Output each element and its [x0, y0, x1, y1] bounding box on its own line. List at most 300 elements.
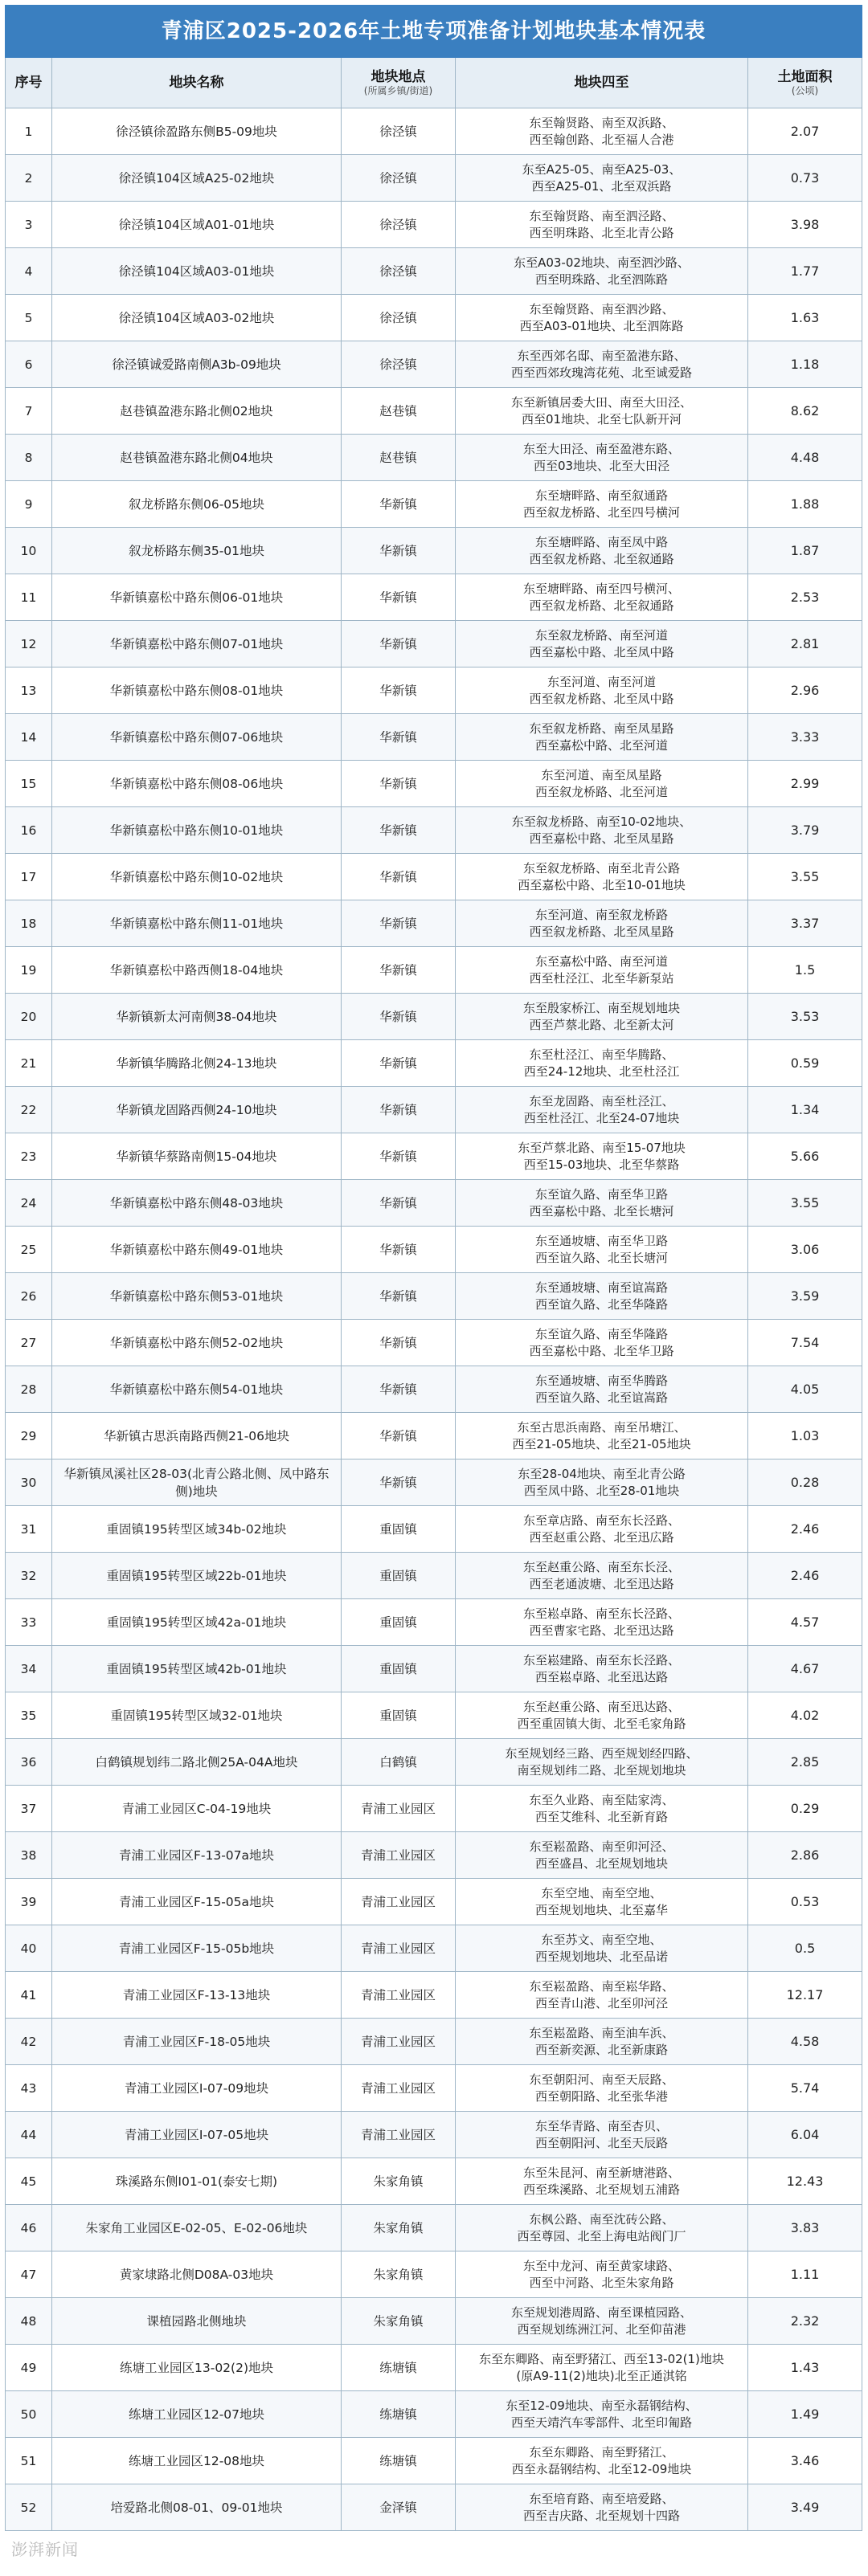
row-index: 47 [6, 2251, 52, 2298]
boundary-line-1: 东至规划经三路、西至规划经四路、 [505, 1745, 698, 1761]
plot-name: 徐泾镇104区域A03-01地块 [52, 248, 342, 295]
plot-boundary [456, 528, 748, 574]
boundary-line-2: 西至天靖汽车零部件、北至印匍路 [510, 2415, 692, 2430]
boundary-line-1: 东至河道、南至凤星路 [541, 767, 662, 782]
boundary-line-1: 东至苏文、南至空地、 [541, 1932, 662, 1947]
boundary-line-1: 东至章店路、南至东长泾路、 [522, 1513, 680, 1528]
plot-boundary [456, 1133, 748, 1180]
plot-boundary [456, 2019, 748, 2065]
plot-name: 华新镇嘉松中路东侧11-01地块 [52, 900, 342, 947]
col-header-area [748, 58, 862, 108]
boundary-line-2: (原A9-11(2)地块)北至正通淇铭 [516, 2368, 687, 2383]
boundary-line-1: 东至古思浜南路、南至吊塘江、 [517, 1419, 686, 1435]
boundary-line-2: 西至中河路、北至朱家角路 [529, 2275, 674, 2290]
plot-boundary [456, 2484, 748, 2531]
plot-boundary [456, 1459, 748, 1506]
plot-name: 白鹤镇规划纬二路北侧25A-04A地块 [52, 1739, 342, 1786]
boundary-line-1: 东至殷家桥江、南至规划地块 [522, 1000, 680, 1015]
row-index: 15 [6, 761, 52, 807]
table-row [6, 2298, 862, 2345]
plot-boundary [456, 900, 748, 947]
plot-area: 0.59 [748, 1040, 862, 1087]
plot-location: 徐泾镇 [342, 202, 456, 248]
boundary-line-1: 东至东卿路、南至野猪江、 [529, 2444, 674, 2460]
boundary-line-2: 西至叙龙桥路、北至河道 [534, 784, 668, 799]
plot-name: 重固镇195转型区域32-01地块 [52, 1692, 342, 1739]
plot-area: 4.58 [748, 2019, 862, 2065]
plot-name: 珠溪路东侧I01-01(泰安七期) [52, 2158, 342, 2205]
plot-location: 青浦工业园区 [342, 1832, 456, 1879]
plot-location: 青浦工业园区 [342, 1972, 456, 2019]
plot-location: 白鹤镇 [342, 1739, 456, 1786]
table-row [6, 388, 862, 435]
boundary-line-2: 西至叙龙桥路、北至叙通路 [529, 598, 674, 613]
table-row [6, 1506, 862, 1553]
plot-name: 叙龙桥路东侧06-05地块 [52, 481, 342, 528]
watermark-text: 澎湃新闻 [11, 2540, 79, 2559]
boundary-line-2: 西至盛昌、北至规划地块 [534, 1855, 668, 1871]
plot-area: 3.53 [748, 994, 862, 1040]
row-index: 37 [6, 1786, 52, 1832]
row-index: 50 [6, 2391, 52, 2438]
plot-area: 3.33 [748, 714, 862, 761]
table-row [6, 1227, 862, 1273]
boundary-line-1: 东至崧卓路、南至东长泾路、 [522, 1606, 680, 1621]
plot-name: 华新镇新太河南侧38-04地块 [52, 994, 342, 1040]
plot-boundary [456, 435, 748, 481]
plot-name: 青浦工业园区F-18-05地块 [52, 2019, 342, 2065]
plot-location: 徐泾镇 [342, 108, 456, 155]
row-index: 48 [6, 2298, 52, 2345]
plot-location: 赵巷镇 [342, 435, 456, 481]
plot-boundary [456, 2158, 748, 2205]
plot-name: 华新镇华蔡路南侧15-04地块 [52, 1133, 342, 1180]
plot-name: 华新镇嘉松中路东侧08-01地块 [52, 667, 342, 714]
row-index: 31 [6, 1506, 52, 1553]
plot-name: 培爱路北侧08-01、09-01地块 [52, 2484, 342, 2531]
row-index: 20 [6, 994, 52, 1040]
row-index: 29 [6, 1413, 52, 1459]
plot-area: 5.74 [748, 2065, 862, 2112]
plot-name: 青浦工业园区C-04-19地块 [52, 1786, 342, 1832]
boundary-line-2: 西至谊久路、北至华隆路 [534, 1296, 668, 1312]
row-index: 26 [6, 1273, 52, 1320]
boundary-line-1: 东至河道、南至叙龙桥路 [534, 907, 668, 922]
table-row [6, 1925, 862, 1972]
row-index: 16 [6, 807, 52, 854]
plot-boundary [456, 1925, 748, 1972]
plot-boundary [456, 1087, 748, 1133]
col-header-location-label: 地块地点 [371, 69, 426, 85]
col-header-area-label: 土地面积 [777, 69, 833, 85]
plot-location: 华新镇 [342, 947, 456, 994]
plot-name: 华新镇嘉松中路东侧07-01地块 [52, 621, 342, 667]
boundary-line-2: 西至叙龙桥路、北至四号横河 [522, 504, 680, 520]
plot-name: 赵巷镇盈港东路北侧02地块 [52, 388, 342, 435]
plot-name: 华新镇嘉松中路西侧18-04地块 [52, 947, 342, 994]
plot-location: 重固镇 [342, 1506, 456, 1553]
plot-location: 华新镇 [342, 1413, 456, 1459]
plot-area: 3.06 [748, 1227, 862, 1273]
col-header-area-sub: (公顷) [791, 85, 819, 96]
plot-area: 12.43 [748, 2158, 862, 2205]
row-index: 32 [6, 1553, 52, 1599]
boundary-line-2: 西至新奕源、北至新康路 [534, 2042, 668, 2057]
boundary-line-1: 东至赵重公路、南至迅达路、 [522, 1699, 680, 1714]
col-header-name: 地块名称 [52, 58, 342, 108]
plot-location: 重固镇 [342, 1553, 456, 1599]
plot-name: 练塘工业园区13-02(2)地块 [52, 2345, 342, 2391]
table-row [6, 435, 862, 481]
plot-boundary [456, 574, 748, 621]
boundary-line-2: 西至叙龙桥路、北至叙通路 [529, 551, 674, 566]
table-row [6, 1692, 862, 1739]
plot-name: 徐泾镇104区域A03-02地块 [52, 295, 342, 341]
plot-boundary [456, 1366, 748, 1413]
boundary-line-2: 西至规划地块、北至品诺 [534, 1949, 668, 1964]
plot-boundary [456, 1879, 748, 1925]
plot-location: 朱家角镇 [342, 2158, 456, 2205]
plot-area: 2.99 [748, 761, 862, 807]
plot-location: 练塘镇 [342, 2345, 456, 2391]
table-row [6, 2391, 862, 2438]
plot-area: 2.53 [748, 574, 862, 621]
plot-boundary [456, 1227, 748, 1273]
row-index: 45 [6, 2158, 52, 2205]
plot-location: 青浦工业园区 [342, 1879, 456, 1925]
boundary-line-1: 东至中龙河、南至黄家埭路、 [522, 2258, 680, 2273]
plot-name: 华新镇嘉松中路东侧49-01地块 [52, 1227, 342, 1273]
table-row [6, 295, 862, 341]
boundary-line-1: 东至龙固路、南至杜泾江、 [529, 1093, 674, 1108]
table-row [6, 1553, 862, 1599]
table-body [6, 108, 862, 2531]
row-index: 13 [6, 667, 52, 714]
plot-location: 华新镇 [342, 761, 456, 807]
boundary-line-2: 西至规划地块、北至嘉华 [534, 1902, 668, 1917]
plot-location: 华新镇 [342, 900, 456, 947]
plot-name: 华新镇华腾路北侧24-13地块 [52, 1040, 342, 1087]
boundary-line-1: 东至叙龙桥路、南至10-02地块、 [511, 814, 692, 829]
boundary-line-2: 西至青山港、北至卯河泾 [534, 1995, 668, 2011]
table-row [6, 2112, 862, 2158]
plot-boundary [456, 2205, 748, 2251]
table-row [6, 481, 862, 528]
plot-location: 华新镇 [342, 667, 456, 714]
boundary-line-1: 东至规划港周路、南至课植园路、 [510, 2305, 692, 2320]
plot-name: 徐泾镇104区域A25-02地块 [52, 155, 342, 202]
row-index: 12 [6, 621, 52, 667]
plot-area: 1.77 [748, 248, 862, 295]
plot-area: 2.07 [748, 108, 862, 155]
plot-boundary [456, 1646, 748, 1692]
row-index: 33 [6, 1599, 52, 1646]
table-row [6, 2345, 862, 2391]
plot-area: 3.55 [748, 1180, 862, 1227]
plot-location: 青浦工业园区 [342, 2065, 456, 2112]
land-plan-sheet [5, 5, 862, 2531]
table-row [6, 994, 862, 1040]
boundary-line-1: 东至崧盈路、南至卯河泾、 [529, 1839, 674, 1854]
plot-area: 1.11 [748, 2251, 862, 2298]
boundary-line-2: 西至吉庆路、北至规划十四路 [522, 2508, 680, 2523]
plot-area: 0.29 [748, 1786, 862, 1832]
boundary-line-1: 东至A03-02地块、南至泗沙路、 [514, 255, 690, 270]
table-row [6, 202, 862, 248]
table-row [6, 1879, 862, 1925]
plot-area: 2.86 [748, 1832, 862, 1879]
row-index: 9 [6, 481, 52, 528]
plot-boundary [456, 1972, 748, 2019]
table-row [6, 1133, 862, 1180]
plot-boundary [456, 1739, 748, 1786]
boundary-line-2: 西至24-12地块、北至杜泾江 [523, 1063, 680, 1079]
plot-area: 7.54 [748, 1320, 862, 1366]
plot-name: 青浦工业园区F-13-13地块 [52, 1972, 342, 2019]
boundary-line-1: 东至翰贤路、南至泗泾路、 [529, 208, 674, 223]
plot-area: 3.83 [748, 2205, 862, 2251]
plot-name: 华新镇嘉松中路东侧48-03地块 [52, 1180, 342, 1227]
plot-location: 华新镇 [342, 1320, 456, 1366]
boundary-line-2: 西至翰创路、北至福人合港 [529, 132, 674, 147]
plot-location: 重固镇 [342, 1599, 456, 1646]
row-index: 43 [6, 2065, 52, 2112]
plot-boundary [456, 854, 748, 900]
plot-boundary [456, 1506, 748, 1553]
plot-boundary [456, 248, 748, 295]
plot-area: 1.43 [748, 2345, 862, 2391]
plot-area: 0.5 [748, 1925, 862, 1972]
boundary-line-1: 东至谊久路、南至华隆路 [534, 1326, 668, 1341]
plot-boundary [456, 2438, 748, 2484]
boundary-line-2: 西至嘉松中路、北至长塘河 [529, 1203, 674, 1219]
plot-boundary [456, 202, 748, 248]
table-row [6, 1040, 862, 1087]
boundary-line-1: 东至崧盈路、南至崧华路、 [529, 1978, 674, 1994]
plot-location: 华新镇 [342, 807, 456, 854]
boundary-line-1: 东至28-04地块、南至北青公路 [518, 1466, 686, 1481]
plot-area: 0.73 [748, 155, 862, 202]
boundary-line-1: 东至通坡塘、南至华腾路 [534, 1373, 668, 1388]
plot-location: 练塘镇 [342, 2438, 456, 2484]
plot-boundary [456, 2251, 748, 2298]
boundary-line-1: 东至朱昆河、南至新塘港路、 [522, 2165, 680, 2180]
plot-location: 赵巷镇 [342, 388, 456, 435]
boundary-line-2: 西至嘉松中路、北至华卫路 [529, 1343, 674, 1358]
row-index: 44 [6, 2112, 52, 2158]
row-index: 25 [6, 1227, 52, 1273]
plot-name: 朱家角工业园区E-02-05、E-02-06地块 [52, 2205, 342, 2251]
boundary-line-2: 西至永磊钢结构、北至12-09地块 [511, 2461, 692, 2476]
plot-boundary [456, 1180, 748, 1227]
header-row [6, 58, 862, 108]
plot-location: 华新镇 [342, 1366, 456, 1413]
boundary-line-1: 东至河道、南至河道 [547, 674, 656, 689]
row-index: 10 [6, 528, 52, 574]
boundary-line-2: 西至重固镇大街、北至毛家角路 [517, 1716, 686, 1731]
boundary-line-2: 西至珠溪路、北至规划五浦路 [522, 2182, 680, 2197]
plot-boundary [456, 994, 748, 1040]
plot-location: 华新镇 [342, 621, 456, 667]
table-row [6, 1832, 862, 1879]
plot-name: 华新镇龙固路西侧24-10地块 [52, 1087, 342, 1133]
row-index: 18 [6, 900, 52, 947]
plot-boundary [456, 2298, 748, 2345]
boundary-line-2: 西至谊久路、北至谊嵩路 [534, 1390, 668, 1405]
plot-name: 青浦工业园区I-07-09地块 [52, 2065, 342, 2112]
boundary-line-1: 东至崧盈路、南至油车浜、 [529, 2025, 674, 2040]
plot-boundary [456, 714, 748, 761]
boundary-line-1: 东至新镇居委大田、南至大田泾、 [510, 394, 692, 410]
boundary-line-1: 东至西郊名邸、南至盈港东路、 [517, 348, 686, 363]
plot-location: 华新镇 [342, 1459, 456, 1506]
table-row [6, 900, 862, 947]
plot-area: 1.34 [748, 1087, 862, 1133]
plot-location: 青浦工业园区 [342, 2019, 456, 2065]
boundary-line-2: 西至尊园、北至上海电站阀门厂 [517, 2228, 686, 2243]
boundary-line-2: 西至A25-01、北至双浜路 [531, 178, 672, 194]
plot-location: 青浦工业园区 [342, 1925, 456, 1972]
plot-boundary [456, 1599, 748, 1646]
boundary-line-1: 东至塘畔路、南至四号横河、 [522, 581, 680, 596]
table-row [6, 947, 862, 994]
boundary-line-2: 西至规划练洲江河、北至仰苗港 [517, 2321, 686, 2337]
boundary-line-1: 东至嘉松中路、南至河道 [534, 953, 668, 969]
plot-area: 2.46 [748, 1506, 862, 1553]
row-index: 11 [6, 574, 52, 621]
row-index: 2 [6, 155, 52, 202]
plot-location: 华新镇 [342, 854, 456, 900]
boundary-line-1: 东枫公路、南至沈砖公路、 [529, 2211, 674, 2227]
plot-area: 0.53 [748, 1879, 862, 1925]
boundary-line-1: 东至大田泾、南至盈港东路、 [522, 441, 680, 456]
row-index: 19 [6, 947, 52, 994]
boundary-line-2: 西至西郊玫瑰湾花苑、北至诚爱路 [510, 365, 692, 380]
table-row [6, 1320, 862, 1366]
boundary-line-2: 南至规划纬二路、北至规划地块 [517, 1762, 686, 1778]
row-index: 38 [6, 1832, 52, 1879]
row-index: 23 [6, 1133, 52, 1180]
plot-name: 叙龙桥路东侧35-01地块 [52, 528, 342, 574]
table-row [6, 574, 862, 621]
plot-location: 重固镇 [342, 1646, 456, 1692]
boundary-line-1: 东至A25-05、南至A25-03、 [522, 161, 682, 177]
table-row [6, 1646, 862, 1692]
plot-name: 华新镇嘉松中路东侧08-06地块 [52, 761, 342, 807]
boundary-line-1: 东至杜泾江、南至华腾路、 [529, 1047, 674, 1062]
table-row [6, 2158, 862, 2205]
plot-location: 重固镇 [342, 1692, 456, 1739]
plot-area: 1.63 [748, 295, 862, 341]
boundary-line-1: 东至叙龙桥路、南至凤星路 [529, 721, 674, 736]
boundary-line-2: 西至03地块、北至大田泾 [533, 458, 670, 473]
row-index: 17 [6, 854, 52, 900]
row-index: 39 [6, 1879, 52, 1925]
plot-name: 华新镇嘉松中路东侧53-01地块 [52, 1273, 342, 1320]
boundary-line-1: 东至叙龙桥路、南至北青公路 [522, 860, 680, 876]
plot-location: 华新镇 [342, 1087, 456, 1133]
table-row [6, 528, 862, 574]
plot-name: 华新镇嘉松中路东侧54-01地块 [52, 1366, 342, 1413]
row-index: 36 [6, 1739, 52, 1786]
boundary-line-2: 西至明珠路、北至北青公路 [529, 225, 674, 240]
plot-boundary [456, 481, 748, 528]
plot-name: 华新镇凤溪社区28-03(北青公路北侧、凤中路东侧)地块 [52, 1459, 342, 1506]
boundary-line-1: 东至华青路、南至杏贝、 [534, 2118, 668, 2133]
row-index: 3 [6, 202, 52, 248]
plot-name: 徐泾镇104区域A01-01地块 [52, 202, 342, 248]
table-row [6, 807, 862, 854]
table-row [6, 2251, 862, 2298]
plot-location: 华新镇 [342, 714, 456, 761]
plot-location: 徐泾镇 [342, 155, 456, 202]
table-row [6, 1972, 862, 2019]
boundary-line-1: 东至赵重公路、南至东长泾、 [522, 1559, 680, 1574]
plot-name: 华新镇嘉松中路东侧52-02地块 [52, 1320, 342, 1366]
table-row [6, 341, 862, 388]
plot-area: 0.28 [748, 1459, 862, 1506]
table-row [6, 2484, 862, 2531]
row-index: 6 [6, 341, 52, 388]
plot-boundary [456, 108, 748, 155]
plot-area: 4.02 [748, 1692, 862, 1739]
boundary-line-2: 西至01地块、北至七队新开河 [521, 411, 682, 427]
plot-boundary [456, 1692, 748, 1739]
table-row [6, 155, 862, 202]
table-row [6, 1366, 862, 1413]
table-row [6, 854, 862, 900]
plot-boundary [456, 947, 748, 994]
col-header-location [342, 58, 456, 108]
plot-location: 朱家角镇 [342, 2205, 456, 2251]
row-index: 52 [6, 2484, 52, 2531]
plot-boundary [456, 295, 748, 341]
row-index: 4 [6, 248, 52, 295]
boundary-line-2: 西至杜泾江、北至24-07地块 [523, 1110, 680, 1125]
plot-boundary [456, 2345, 748, 2391]
table-row [6, 1459, 862, 1506]
plot-area: 1.03 [748, 1413, 862, 1459]
row-index: 34 [6, 1646, 52, 1692]
plot-area: 1.49 [748, 2391, 862, 2438]
boundary-line-1: 东至谊久路、南至华卫路 [534, 1186, 668, 1202]
plot-name: 青浦工业园区F-15-05a地块 [52, 1879, 342, 1925]
plot-location: 练塘镇 [342, 2391, 456, 2438]
plot-boundary [456, 155, 748, 202]
plot-area: 1.18 [748, 341, 862, 388]
plot-area: 4.05 [748, 1366, 862, 1413]
table-row [6, 714, 862, 761]
row-index: 27 [6, 1320, 52, 1366]
plot-name: 华新镇古思浜南路西侧21-06地块 [52, 1413, 342, 1459]
table-row [6, 2019, 862, 2065]
boundary-line-1: 东至崧建路、南至东长泾路、 [522, 1652, 680, 1668]
boundary-line-2: 西至崧卓路、北至迅达路 [534, 1669, 668, 1684]
row-index: 24 [6, 1180, 52, 1227]
table-row [6, 1786, 862, 1832]
plot-boundary [456, 1273, 748, 1320]
plot-area: 3.46 [748, 2438, 862, 2484]
row-index: 51 [6, 2438, 52, 2484]
table-row [6, 2065, 862, 2112]
plot-location: 华新镇 [342, 1133, 456, 1180]
plot-boundary [456, 388, 748, 435]
row-index: 21 [6, 1040, 52, 1087]
plot-location: 华新镇 [342, 1180, 456, 1227]
plot-boundary [456, 2065, 748, 2112]
row-index: 1 [6, 108, 52, 155]
boundary-line-2: 西至艾维科、北至新育路 [534, 1809, 668, 1824]
